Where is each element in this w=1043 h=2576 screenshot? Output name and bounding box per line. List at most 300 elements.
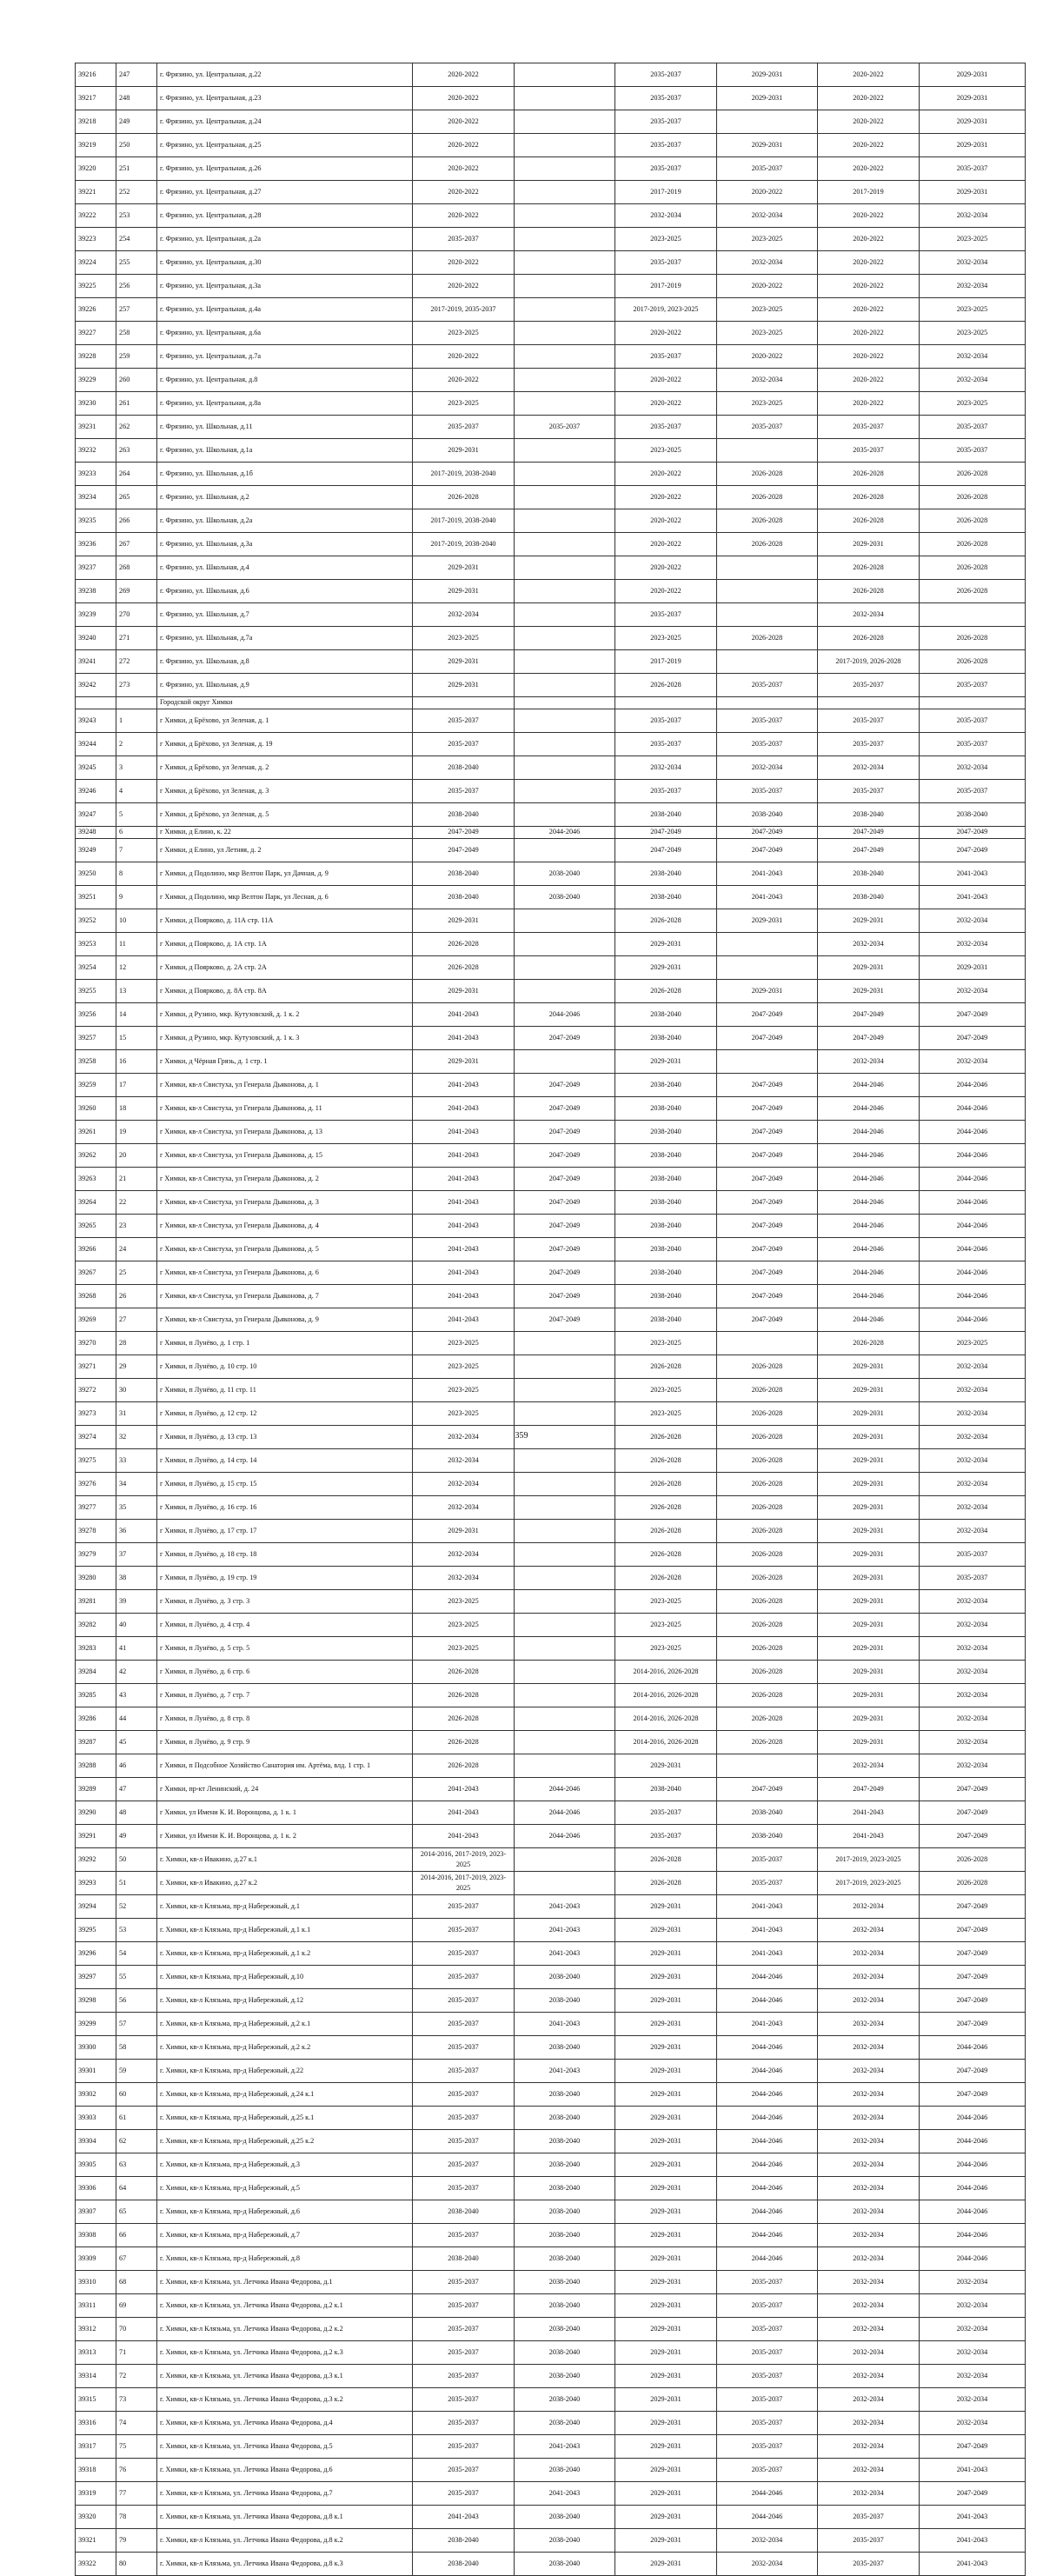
period-cell-1: 2032-2034 [413, 1426, 515, 1449]
period-cell-6: 2023-2025 [920, 322, 1026, 345]
row-number-cell: 260 [116, 369, 157, 392]
row-number-cell: 247 [116, 63, 157, 87]
address-cell: г Химки, п Лунёво, д. 4 стр. 4 [157, 1614, 413, 1637]
period-cell-3: 2017-2019 [615, 181, 717, 204]
table-row [76, 63, 1026, 87]
table-row [76, 674, 1026, 697]
period-cell-2: 2047-2049 [515, 1168, 615, 1191]
row-number-cell: 12 [116, 956, 157, 980]
address-cell: г Химки, п Лунёво, д. 14 стр. 14 [157, 1449, 413, 1473]
row-id-cell: 39299 [76, 2013, 116, 2036]
period-cell-5: 2029-2031 [818, 1402, 920, 1426]
row-id-cell: 39309 [76, 2247, 116, 2271]
table-row [76, 980, 1026, 1003]
period-cell-6: 2032-2034 [920, 275, 1026, 298]
row-number-cell: 251 [116, 157, 157, 181]
period-cell-6: 2041-2043 [920, 2529, 1026, 2553]
row-number-cell: 269 [116, 580, 157, 603]
period-cell-1: 2041-2043 [413, 1003, 515, 1027]
table-row [76, 1825, 1026, 1848]
row-id-cell: 39298 [76, 1989, 116, 2013]
document-page [75, 63, 988, 2576]
address-cell: г. Химки, кв-л Клязьма, пр-д Набережный, д.12 [157, 1989, 413, 2013]
period-cell-6: 2035-2037 [920, 674, 1026, 697]
period-cell-2 [515, 603, 615, 627]
address-cell: г Химки, кв-л Свистуха, ул Генерала Дьяконова, д. 3 [157, 1191, 413, 1215]
period-cell-2: 2041-2043 [515, 1895, 615, 1919]
address-cell: г Химки, кв-л Свистуха, ул Генерала Дьяконова, д. 4 [157, 1215, 413, 1238]
row-id-cell: 39296 [76, 1942, 116, 1966]
period-cell-4: 2047-2049 [717, 1191, 818, 1215]
period-cell-4 [717, 110, 818, 134]
row-number-cell: 32 [116, 1426, 157, 1449]
period-cell-4: 2047-2049 [717, 1285, 818, 1308]
period-cell-4 [717, 956, 818, 980]
period-cell-6: 2044-2046 [920, 1121, 1026, 1144]
period-cell-6: 2032-2034 [920, 2412, 1026, 2435]
period-cell-1: 2035-2037 [413, 2060, 515, 2083]
period-cell-6: 2026-2028 [920, 533, 1026, 556]
period-cell-1: 2023-2025 [413, 627, 515, 650]
period-cell-4: 2035-2037 [717, 2294, 818, 2318]
row-id-cell: 39269 [76, 1308, 116, 1332]
period-cell-6: 2044-2046 [920, 1238, 1026, 1261]
row-id-cell: 39281 [76, 1590, 116, 1614]
table-row [76, 650, 1026, 674]
row-id-cell: 39226 [76, 298, 116, 322]
row-id-cell: 39245 [76, 756, 116, 780]
period-cell-1: 2020-2022 [413, 275, 515, 298]
table-row [76, 2224, 1026, 2247]
table-row [76, 369, 1026, 392]
period-cell-3: 2035-2037 [615, 1801, 717, 1825]
period-cell-1: 2038-2040 [413, 803, 515, 827]
period-cell-2 [515, 697, 615, 709]
period-cell-4: 2035-2037 [717, 2341, 818, 2365]
period-cell-5: 2041-2043 [818, 1801, 920, 1825]
period-cell-3: 2029-2031 [615, 1919, 717, 1942]
period-cell-3: 2029-2031 [615, 933, 717, 956]
period-cell-2 [515, 1543, 615, 1567]
period-cell-3: 2038-2040 [615, 1003, 717, 1027]
period-cell-6: 2044-2046 [920, 2130, 1026, 2153]
period-cell-2 [515, 1567, 615, 1590]
period-cell-4: 2023-2025 [717, 392, 818, 416]
row-id-cell: 39307 [76, 2200, 116, 2224]
period-cell-1: 2023-2025 [413, 1355, 515, 1379]
table-row [76, 1027, 1026, 1050]
address-cell: г Химки, д Поярково, д. 8А стр. 8А [157, 980, 413, 1003]
period-cell-1: 2026-2028 [413, 1707, 515, 1731]
period-cell-6: 2026-2028 [920, 486, 1026, 509]
row-number-cell: 3 [116, 756, 157, 780]
table-row [76, 2318, 1026, 2341]
period-cell-6: 2032-2034 [920, 2388, 1026, 2412]
table-row [76, 1473, 1026, 1496]
table-row [76, 1684, 1026, 1707]
period-cell-3: 2038-2040 [615, 803, 717, 827]
period-cell-6: 2044-2046 [920, 2107, 1026, 2130]
period-cell-1: 2029-2031 [413, 439, 515, 463]
address-cell: г. Фрязино, ул. Центральная, д.23 [157, 87, 413, 110]
table-row [76, 110, 1026, 134]
row-number-cell: 21 [116, 1168, 157, 1191]
period-cell-3: 2029-2031 [615, 2365, 717, 2388]
period-cell-6: 2044-2046 [920, 2200, 1026, 2224]
address-cell: г Химки, пр-кт Ленинский, д. 24 [157, 1778, 413, 1801]
period-cell-5: 2020-2022 [818, 251, 920, 275]
address-cell: г Химки, д Поярково, д. 11А стр. 11А [157, 909, 413, 933]
period-cell-6: 2032-2034 [920, 1402, 1026, 1426]
period-cell-6: 2044-2046 [920, 1308, 1026, 1332]
period-cell-6: 2044-2046 [920, 1074, 1026, 1097]
period-cell-6: 2044-2046 [920, 1285, 1026, 1308]
period-cell-5: 2032-2034 [818, 756, 920, 780]
period-cell-2 [515, 1473, 615, 1496]
period-cell-5: 2038-2040 [818, 803, 920, 827]
period-cell-4: 2029-2031 [717, 134, 818, 157]
row-id-cell: 39310 [76, 2271, 116, 2294]
period-cell-4: 2041-2043 [717, 1895, 818, 1919]
period-cell-3 [615, 697, 717, 709]
period-cell-1: 2035-2037 [413, 2083, 515, 2107]
address-cell: г. Фрязино, ул. Школьная, д.11 [157, 416, 413, 439]
row-number-cell: 38 [116, 1567, 157, 1590]
period-cell-5: 2029-2031 [818, 1614, 920, 1637]
period-cell-5: 2032-2034 [818, 1966, 920, 1989]
row-id-cell: 39274 [76, 1426, 116, 1449]
row-number-cell: 22 [116, 1191, 157, 1215]
row-id-cell: 39315 [76, 2388, 116, 2412]
address-cell: г. Фрязино, ул. Центральная, д.2а [157, 228, 413, 251]
period-cell-2 [515, 439, 615, 463]
row-id-cell: 39219 [76, 134, 116, 157]
period-cell-4: 2026-2028 [717, 627, 818, 650]
period-cell-6: 2026-2028 [920, 556, 1026, 580]
row-number-cell: 76 [116, 2459, 157, 2482]
period-cell-2: 2038-2040 [515, 1989, 615, 2013]
period-cell-6: 2023-2025 [920, 228, 1026, 251]
row-id-cell: 39321 [76, 2529, 116, 2553]
period-cell-2 [515, 1590, 615, 1614]
period-cell-4: 2044-2046 [717, 2247, 818, 2271]
address-cell: г Химки, п Подсобное Хозяйство Санатория им. Артёма, влд. 1 стр. 1 [157, 1754, 413, 1778]
period-cell-4: 2038-2040 [717, 1801, 818, 1825]
period-cell-5: 2035-2037 [818, 674, 920, 697]
period-cell-6: 2035-2037 [920, 780, 1026, 803]
period-cell-4: 2044-2046 [717, 2130, 818, 2153]
table-row [76, 2153, 1026, 2177]
period-cell-5: 2029-2031 [818, 1379, 920, 1402]
period-cell-2: 2047-2049 [515, 1238, 615, 1261]
period-cell-6: 2032-2034 [920, 1590, 1026, 1614]
period-cell-2 [515, 1848, 615, 1872]
period-cell-4: 2035-2037 [717, 674, 818, 697]
period-cell-5: 2032-2034 [818, 2130, 920, 2153]
period-cell-3: 2029-2031 [615, 2247, 717, 2271]
period-cell-2: 2038-2040 [515, 2130, 615, 2153]
period-cell-3: 2020-2022 [615, 556, 717, 580]
period-cell-6: 2044-2046 [920, 1215, 1026, 1238]
period-cell-4: 2044-2046 [717, 2060, 818, 2083]
period-cell-1: 2035-2037 [413, 2036, 515, 2060]
period-cell-6: 2032-2034 [920, 933, 1026, 956]
period-cell-6: 2032-2034 [920, 2294, 1026, 2318]
row-number-cell: 17 [116, 1074, 157, 1097]
period-cell-5: 2044-2046 [818, 1097, 920, 1121]
table-row [76, 780, 1026, 803]
period-cell-3: 2035-2037 [615, 345, 717, 369]
table-row [76, 697, 1026, 709]
table-row [76, 87, 1026, 110]
period-cell-3: 2026-2028 [615, 1355, 717, 1379]
row-id-cell: 39295 [76, 1919, 116, 1942]
period-cell-6: 2044-2046 [920, 2224, 1026, 2247]
period-cell-5: 2029-2031 [818, 1473, 920, 1496]
row-id-cell: 39301 [76, 2060, 116, 2083]
period-cell-6: 2035-2037 [920, 416, 1026, 439]
row-id-cell: 39241 [76, 650, 116, 674]
period-cell-4: 2023-2025 [717, 322, 818, 345]
period-cell-1: 2035-2037 [413, 780, 515, 803]
address-cell: г. Химки, кв-л Клязьма, ул. Летчика Ивана Федорова, д.4 [157, 2412, 413, 2435]
address-cell: г. Химки, кв-л Клязьма, пр-д Набережный, д.7 [157, 2224, 413, 2247]
period-cell-3: 2014-2016, 2026-2028 [615, 1684, 717, 1707]
period-cell-4: 2020-2022 [717, 181, 818, 204]
address-cell: г Химки, д Рузино, мкр. Кутузовский, д. 1 к. 2 [157, 1003, 413, 1027]
period-cell-6: 2047-2049 [920, 1919, 1026, 1942]
row-id-cell: 39230 [76, 392, 116, 416]
address-cell: г. Химки, кв-л Клязьма, ул. Летчика Ивана Федорова, д.8 к.1 [157, 2506, 413, 2529]
address-cell: г. Фрязино, ул. Центральная, д.30 [157, 251, 413, 275]
address-cell: г. Химки, кв-л Клязьма, пр-д Набережный, д.1 [157, 1895, 413, 1919]
period-cell-5: 2032-2034 [818, 933, 920, 956]
period-cell-4: 2047-2049 [717, 827, 818, 839]
period-cell-6: 2026-2028 [920, 1848, 1026, 1872]
table-row [76, 1942, 1026, 1966]
period-cell-6: 2032-2034 [920, 1731, 1026, 1754]
period-cell-4: 2044-2046 [717, 2153, 818, 2177]
period-cell-4: 2026-2028 [717, 1355, 818, 1379]
row-id-cell: 39249 [76, 839, 116, 862]
row-number-cell: 4 [116, 780, 157, 803]
row-number-cell: 270 [116, 603, 157, 627]
table-row [76, 756, 1026, 780]
address-cell: г Химки, п Лунёво, д. 13 стр. 13 [157, 1426, 413, 1449]
row-id-cell: 39300 [76, 2036, 116, 2060]
period-cell-6 [920, 697, 1026, 709]
period-cell-1: 2020-2022 [413, 251, 515, 275]
address-cell: г Химки, п Лунёво, д. 9 стр. 9 [157, 1731, 413, 1754]
period-cell-3: 2035-2037 [615, 1825, 717, 1848]
period-cell-3: 2038-2040 [615, 862, 717, 886]
row-number-cell: 8 [116, 862, 157, 886]
period-cell-6: 2026-2028 [920, 509, 1026, 533]
period-cell-3: 2023-2025 [615, 1332, 717, 1355]
period-cell-5: 2032-2034 [818, 1895, 920, 1919]
period-cell-4: 2026-2028 [717, 1473, 818, 1496]
period-cell-1: 2038-2040 [413, 2529, 515, 2553]
period-cell-1: 2020-2022 [413, 345, 515, 369]
row-id-cell: 39220 [76, 157, 116, 181]
period-cell-5: 2032-2034 [818, 2271, 920, 2294]
period-cell-1: 2041-2043 [413, 1144, 515, 1168]
period-cell-2: 2041-2043 [515, 1919, 615, 1942]
period-cell-2 [515, 1050, 615, 1074]
period-cell-6: 2041-2043 [920, 2553, 1026, 2576]
table-row [76, 1754, 1026, 1778]
row-id-cell: 39317 [76, 2435, 116, 2459]
period-cell-5: 2029-2031 [818, 980, 920, 1003]
period-cell-1: 2023-2025 [413, 1332, 515, 1355]
period-cell-1: 2035-2037 [413, 416, 515, 439]
address-cell: г. Химки, кв-л Ивакино, д.27 к.1 [157, 1848, 413, 1872]
table-row [76, 839, 1026, 862]
period-cell-6: 2023-2025 [920, 298, 1026, 322]
row-id-cell: 39280 [76, 1567, 116, 1590]
period-cell-2 [515, 839, 615, 862]
period-cell-5: 2020-2022 [818, 369, 920, 392]
row-number-cell: 55 [116, 1966, 157, 1989]
period-cell-3: 2026-2028 [615, 674, 717, 697]
period-cell-1: 2035-2037 [413, 2177, 515, 2200]
period-cell-4: 2032-2034 [717, 251, 818, 275]
row-id-cell: 39238 [76, 580, 116, 603]
period-cell-5: 2029-2031 [818, 1355, 920, 1379]
row-id-cell: 39250 [76, 862, 116, 886]
period-cell-3: 2029-2031 [615, 2294, 717, 2318]
row-number-cell: 52 [116, 1895, 157, 1919]
row-number-cell: 57 [116, 2013, 157, 2036]
row-id-cell: 39293 [76, 1872, 116, 1895]
period-cell-5: 2029-2031 [818, 1449, 920, 1473]
row-id-cell: 39312 [76, 2318, 116, 2341]
period-cell-1: 2038-2040 [413, 756, 515, 780]
period-cell-1: 2041-2043 [413, 1191, 515, 1215]
row-id-cell: 39252 [76, 909, 116, 933]
period-cell-6: 2032-2034 [920, 1637, 1026, 1661]
address-cell: г. Химки, кв-л Клязьма, ул. Летчика Ивана Федорова, д.6 [157, 2459, 413, 2482]
row-number-cell: 250 [116, 134, 157, 157]
row-id-cell: 39239 [76, 603, 116, 627]
period-cell-6: 2032-2034 [920, 369, 1026, 392]
address-cell: г. Химки, кв-л Клязьма, ул. Летчика Ивана Федорова, д.2 к.3 [157, 2341, 413, 2365]
table-row [76, 862, 1026, 886]
period-cell-3: 2038-2040 [615, 1261, 717, 1285]
address-cell: г Химки, п Лунёво, д. 17 стр. 17 [157, 1520, 413, 1543]
period-cell-1: 2029-2031 [413, 580, 515, 603]
period-cell-1: 2023-2025 [413, 1614, 515, 1637]
period-cell-3: 2035-2037 [615, 110, 717, 134]
table-row [76, 1238, 1026, 1261]
row-id-cell: 39242 [76, 674, 116, 697]
period-cell-6: 2044-2046 [920, 1097, 1026, 1121]
row-number-cell: 249 [116, 110, 157, 134]
period-cell-1: 2035-2037 [413, 228, 515, 251]
address-cell: г. Химки, кв-л Клязьма, пр-д Набережный, д.1 к.2 [157, 1942, 413, 1966]
row-id-cell: 39234 [76, 486, 116, 509]
period-cell-5: 2032-2034 [818, 1989, 920, 2013]
period-cell-2 [515, 1449, 615, 1473]
table-row [76, 933, 1026, 956]
period-cell-3: 2038-2040 [615, 886, 717, 909]
period-cell-5: 2032-2034 [818, 2177, 920, 2200]
period-cell-6: 2044-2046 [920, 1168, 1026, 1191]
period-cell-5: 2020-2022 [818, 298, 920, 322]
row-number-cell: 50 [116, 1848, 157, 1872]
period-cell-2: 2044-2046 [515, 1825, 615, 1848]
period-cell-1: 2035-2037 [413, 1989, 515, 2013]
period-cell-6: 2035-2037 [920, 157, 1026, 181]
row-number-cell: 266 [116, 509, 157, 533]
row-number-cell: 262 [116, 416, 157, 439]
period-cell-4: 2035-2037 [717, 780, 818, 803]
row-number-cell: 252 [116, 181, 157, 204]
period-cell-3: 2035-2037 [615, 603, 717, 627]
row-number-cell: 63 [116, 2153, 157, 2177]
row-number-cell: 30 [116, 1379, 157, 1402]
period-cell-1: 2041-2043 [413, 1778, 515, 1801]
row-id-cell: 39258 [76, 1050, 116, 1074]
period-cell-5: 2047-2049 [818, 1003, 920, 1027]
period-cell-4: 2032-2034 [717, 2529, 818, 2553]
period-cell-3: 2029-2031 [615, 2271, 717, 2294]
row-id-cell: 39314 [76, 2365, 116, 2388]
period-cell-1: 2035-2037 [413, 2294, 515, 2318]
row-id-cell: 39313 [76, 2341, 116, 2365]
period-cell-3: 2017-2019 [615, 650, 717, 674]
address-cell: г. Химки, кв-л Клязьма, ул. Летчика Ивана Федорова, д.5 [157, 2435, 413, 2459]
period-cell-2: 2047-2049 [515, 1285, 615, 1308]
period-cell-2 [515, 803, 615, 827]
row-number-cell: 56 [116, 1989, 157, 2013]
address-cell: г Химки, кв-л Свистуха, ул Генерала Дьяконова, д. 9 [157, 1308, 413, 1332]
row-id-cell: 39273 [76, 1402, 116, 1426]
period-cell-1: 2023-2025 [413, 1379, 515, 1402]
address-cell: г. Химки, кв-л Клязьма, ул. Летчика Ивана Федорова, д.3 к.2 [157, 2388, 413, 2412]
row-id-cell: 39267 [76, 1261, 116, 1285]
table-row [76, 439, 1026, 463]
table-row [76, 134, 1026, 157]
period-cell-6: 2047-2049 [920, 1825, 1026, 1848]
period-cell-3: 2023-2025 [615, 439, 717, 463]
row-number-cell: 69 [116, 2294, 157, 2318]
address-cell: г. Химки, кв-л Клязьма, пр-д Набережный, д.3 [157, 2153, 413, 2177]
address-cell: г Химки, д Брёхово, ул Зеленая, д. 2 [157, 756, 413, 780]
period-cell-3: 2026-2028 [615, 909, 717, 933]
period-cell-5: 2026-2028 [818, 556, 920, 580]
row-id-cell: 39262 [76, 1144, 116, 1168]
period-cell-4: 2038-2040 [717, 803, 818, 827]
period-cell-5: 2032-2034 [818, 2318, 920, 2341]
address-cell: г. Химки, кв-л Клязьма, ул. Летчика Ивана Федорова, д.8 к.3 [157, 2553, 413, 2576]
table-row [76, 603, 1026, 627]
period-cell-5: 2032-2034 [818, 1050, 920, 1074]
period-cell-1 [413, 697, 515, 709]
table-row [76, 2529, 1026, 2553]
period-cell-6: 2023-2025 [920, 392, 1026, 416]
period-cell-5: 2032-2034 [818, 2482, 920, 2506]
period-cell-2 [515, 392, 615, 416]
period-cell-3: 2023-2025 [615, 1637, 717, 1661]
period-cell-6: 2032-2034 [920, 909, 1026, 933]
period-cell-1: 2047-2049 [413, 827, 515, 839]
address-cell: г. Фрязино, ул. Центральная, д.24 [157, 110, 413, 134]
table-row [76, 1215, 1026, 1238]
table-row [76, 1614, 1026, 1637]
period-cell-2 [515, 627, 615, 650]
period-cell-4: 2035-2037 [717, 709, 818, 733]
